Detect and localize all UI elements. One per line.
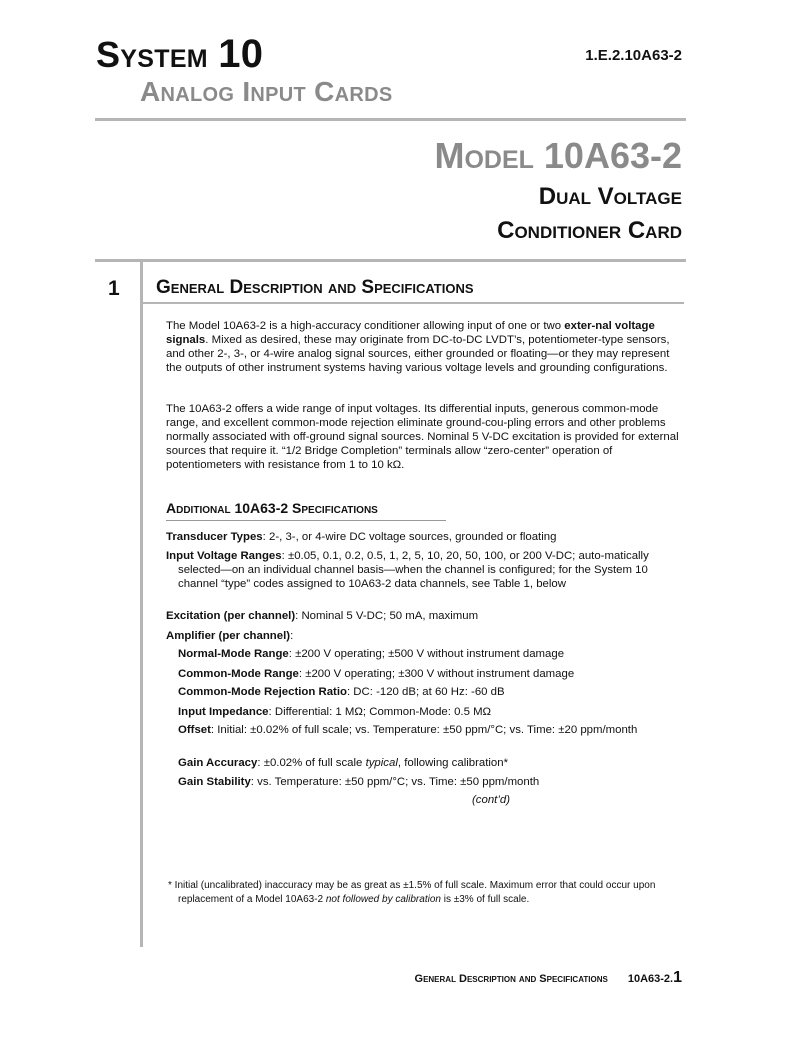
specs-heading: Additional 10A63-2 Specifications	[166, 500, 378, 516]
footnote: * Initial (uncalibrated) inaccuracy may be as great as ±1.5% of full scale. Maximum error that could occur upon replacement of a Model 10A63-2 not followed by calibration is ±3% of full scale.	[168, 880, 656, 905]
spec-input-voltage-ranges: Input Voltage Ranges: ±0.05, 0.1, 0.2, 0.5, 1, 2, 5, 10, 20, 50, 100, or 200 V-DC; auto-matically selected—on an individual channel basis—when the channel is configured; for the System 10 channel “type” codes assigned to 10A63-2 data channels, see Table 1, below	[166, 550, 649, 590]
spec-input-impedance: Input Impedance: Differential: 1 MΩ; Common-Mode: 0.5 MΩ	[178, 706, 492, 718]
spec-amplifier: Amplifier (per channel):	[166, 630, 294, 642]
spec-offset: Offset: Initial: ±0.02% of full scale; vs. Temperature: ±50 ppm/°C; vs. Time: ±20 ppm/month	[178, 724, 638, 736]
header-divider	[95, 118, 686, 121]
spec-transducer-types: Transducer Types: 2-, 3-, or 4-wire DC voltage sources, grounded or floating	[166, 531, 557, 543]
card-name-line-2: Conditioner Card	[497, 217, 682, 244]
model-title	[434, 135, 682, 176]
spec-gain-accuracy: Gain Accuracy: ±0.02% of full scale typical, following calibration*	[178, 757, 509, 769]
section-divider	[143, 302, 684, 304]
model-title-word: Model	[434, 135, 534, 176]
section-title: General Description and Specifications	[156, 277, 474, 298]
page-footer	[415, 969, 682, 987]
specs-heading-underline	[166, 520, 446, 521]
description-paragraph: The 10A63-2 offers a wide range of input voltages. Its differential inputs, generous common-mode range, and excellent common-mode rejection eliminate ground-cou-pling errors and other problems normally associated with off-ground signal sources. Nominal 5 V-DC excitation is provided for external sources that require it. “1/2 Bridge Completion” terminals allow “zero-center” operation of potentiometers with resistance from 1 to 10 kΩ.	[166, 403, 679, 471]
section-number: 1	[108, 277, 120, 300]
series-subtitle: Analog Input Cards	[140, 76, 393, 107]
highlight-text: exter-nal voltage signals	[166, 320, 655, 346]
footer-section-title: General Description and Specifications	[414, 973, 608, 985]
spec-gain-stability: Gain Stability: vs. Temperature: ±50 ppm/°C; vs. Time: ±50 ppm/month	[178, 776, 540, 788]
spec-excitation: Excitation (per channel): Nominal 5 V-DC; 50 mA, maximum	[166, 610, 479, 622]
series-title-word: System	[96, 34, 208, 75]
continued-note: (cont’d)	[472, 794, 510, 806]
spec-common-mode-range: Common-Mode Range: ±200 V operating; ±300 V without instrument damage	[178, 668, 575, 680]
series-title-number: 10	[218, 32, 264, 76]
title-divider	[95, 259, 686, 262]
footer-page-number: 1	[673, 969, 682, 986]
spec-cmrr: Common-Mode Rejection Ratio: DC: -120 dB; at 60 Hz: -60 dB	[178, 686, 505, 698]
model-title-number: 10A63-2	[543, 135, 682, 176]
document-number: 1.E.2.10A63-2	[585, 47, 682, 64]
footer-page-prefix: 10A63-2.	[627, 973, 674, 985]
intro-paragraph: The Model 10A63-2 is a high-accuracy conditioner allowing input of one or two exter-nal voltage signals. Mixed as desired, these may originate from DC-to-DC LVDT’s, potentiometer-type sensors, and other 2-, 3-, or 4-wire analog signal sources, either grounded or floating—or they may represent the outputs of other instrument systems having various voltage levels and grounding configurations.	[166, 320, 670, 374]
spec-normal-mode-range: Normal-Mode Range: ±200 V operating; ±500 V without instrument damage	[178, 648, 565, 660]
series-title	[96, 34, 263, 74]
margin-rule	[140, 262, 143, 947]
card-name-line-1: Dual Voltage	[538, 183, 682, 210]
